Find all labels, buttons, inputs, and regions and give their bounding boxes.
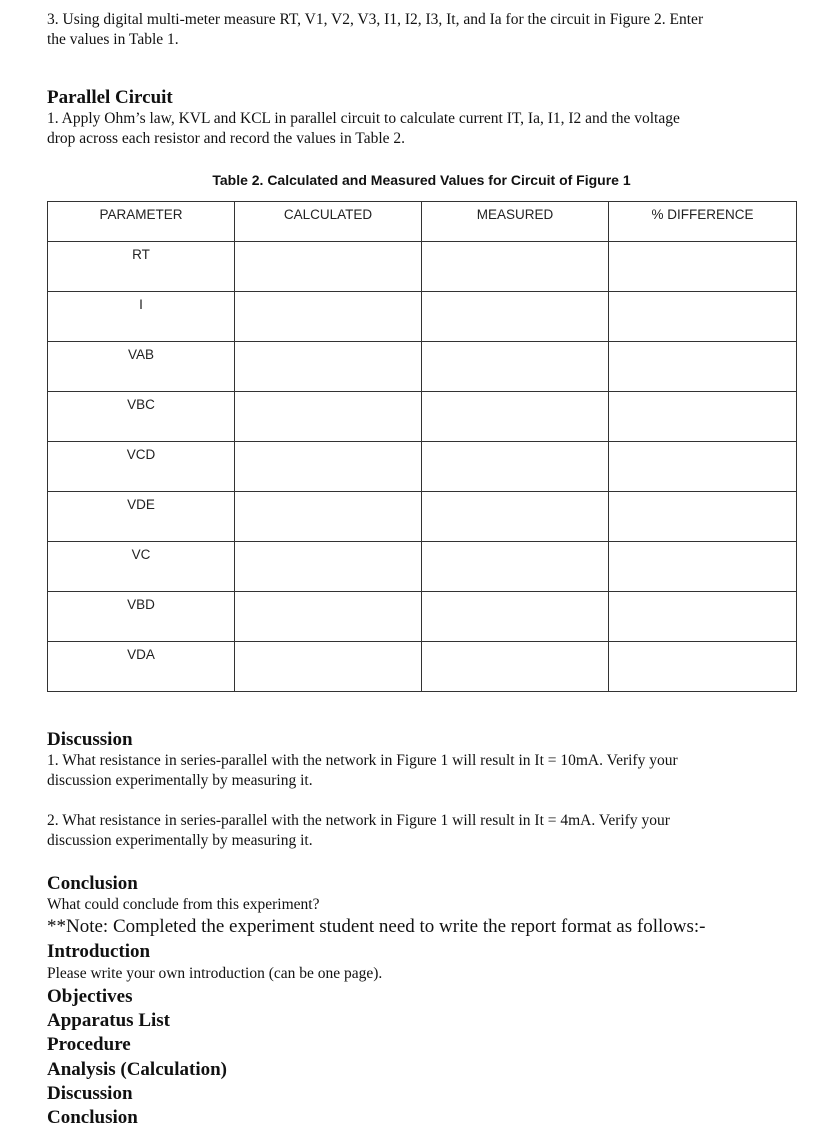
report-section-procedure: Procedure: [47, 1034, 131, 1055]
cell-measured[interactable]: [422, 442, 609, 492]
cell-calculated[interactable]: [235, 242, 422, 292]
cell-difference[interactable]: [609, 592, 797, 642]
cell-calculated[interactable]: [235, 492, 422, 542]
cell-calculated[interactable]: [235, 292, 422, 342]
row-parameter: VBC: [48, 392, 235, 442]
cell-difference[interactable]: [609, 292, 797, 342]
report-format-note: **Note: Completed the experiment student need to write the report format as follows:-: [47, 916, 706, 937]
cell-difference[interactable]: [609, 442, 797, 492]
header-difference: % DIFFERENCE: [609, 202, 797, 242]
cell-calculated[interactable]: [235, 642, 422, 692]
cell-measured[interactable]: [422, 542, 609, 592]
discussion-q2-line1: 2. What resistance in series-parallel with the network in Figure 1 will result in It = 4mA. Verify your: [47, 812, 670, 829]
cell-measured[interactable]: [422, 592, 609, 642]
discussion-q1: [47, 751, 807, 791]
discussion-q2-line2: discussion experimentally by measuring it.: [47, 832, 313, 849]
discussion-heading: Discussion: [47, 729, 133, 750]
row-parameter: VCD: [48, 442, 235, 492]
conclusion-question: What could conclude from this experiment?: [47, 896, 320, 913]
table-row: [48, 642, 797, 692]
step3-line1: 3. Using digital multi-meter measure RT, V1, V2, V3, I1, I2, I3, It, and Ia for the circuit in Figure 2. Enter: [47, 11, 704, 28]
cell-difference[interactable]: [609, 542, 797, 592]
header-parameter: PARAMETER: [48, 202, 235, 242]
report-section-apparatus: Apparatus List: [47, 1010, 170, 1031]
row-parameter: VAB: [48, 342, 235, 392]
cell-calculated[interactable]: [235, 542, 422, 592]
discussion-q1-line2: discussion experimentally by measuring it.: [47, 772, 313, 789]
discussion-q2: [47, 811, 807, 851]
table-row: [48, 292, 797, 342]
table-row: [48, 542, 797, 592]
parallel-line1: 1. Apply Ohm’s law, KVL and KCL in parallel circuit to calculate current IT, Ia, I1, I2 and the voltage: [47, 110, 680, 127]
cell-measured[interactable]: [422, 242, 609, 292]
parallel-instruction: [47, 109, 807, 149]
report-section-conclusion: Conclusion: [47, 1107, 138, 1128]
cell-calculated[interactable]: [235, 442, 422, 492]
cell-measured[interactable]: [422, 392, 609, 442]
cell-measured[interactable]: [422, 342, 609, 392]
cell-difference[interactable]: [609, 642, 797, 692]
row-parameter: VC: [48, 542, 235, 592]
cell-difference[interactable]: [609, 342, 797, 392]
header-measured: MEASURED: [422, 202, 609, 242]
cell-measured[interactable]: [422, 642, 609, 692]
row-parameter: I: [48, 292, 235, 342]
table-row: [48, 592, 797, 642]
report-section-analysis: Analysis (Calculation): [47, 1059, 227, 1080]
table-row: [48, 492, 797, 542]
report-section-discussion: Discussion: [47, 1083, 133, 1104]
cell-calculated[interactable]: [235, 392, 422, 442]
table-row: [48, 342, 797, 392]
header-calculated: CALCULATED: [235, 202, 422, 242]
parallel-heading: Parallel Circuit: [47, 87, 173, 108]
cell-difference[interactable]: [609, 492, 797, 542]
step3-instruction: [47, 10, 807, 50]
introduction-heading: Introduction: [47, 941, 151, 962]
table-row: [48, 392, 797, 442]
table-header-row: [48, 202, 797, 242]
step3-line2: the values in Table 1.: [47, 31, 179, 48]
values-table: [47, 201, 797, 692]
cell-calculated[interactable]: [235, 342, 422, 392]
table-row: [48, 442, 797, 492]
cell-measured[interactable]: [422, 292, 609, 342]
parallel-line2: drop across each resistor and record the values in Table 2.: [47, 130, 406, 147]
discussion-q1-line1: 1. What resistance in series-parallel with the network in Figure 1 will result in It = 10mA. Verify your: [47, 752, 678, 769]
introduction-text: Please write your own introduction (can be one page).: [47, 965, 383, 982]
row-parameter: VDA: [48, 642, 235, 692]
row-parameter: VDE: [48, 492, 235, 542]
table-caption: Table 2. Calculated and Measured Values for Circuit of Figure 1: [212, 172, 631, 188]
table-row: [48, 242, 797, 292]
cell-difference[interactable]: [609, 242, 797, 292]
row-parameter: VBD: [48, 592, 235, 642]
row-parameter: RT: [48, 242, 235, 292]
cell-calculated[interactable]: [235, 592, 422, 642]
report-section-objectives: Objectives: [47, 986, 133, 1007]
conclusion-heading: Conclusion: [47, 873, 138, 894]
cell-measured[interactable]: [422, 492, 609, 542]
cell-difference[interactable]: [609, 392, 797, 442]
